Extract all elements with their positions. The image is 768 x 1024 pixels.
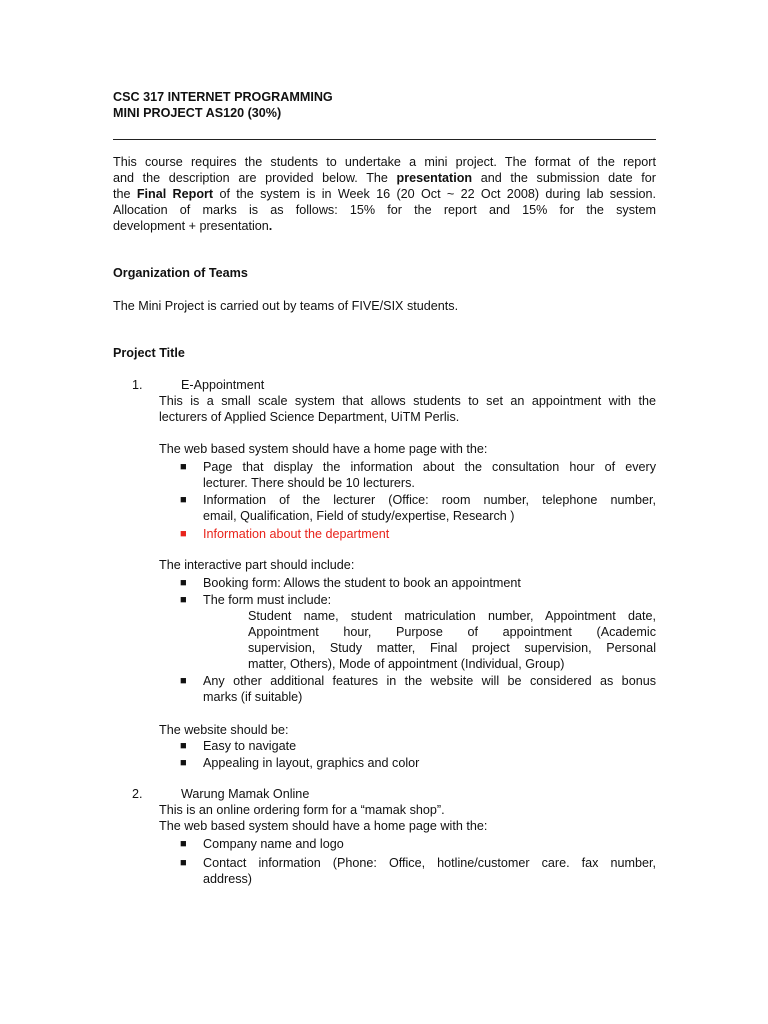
list-item-text: lecturer. There should be 10 lecturers. (203, 475, 415, 490)
square-bullet-icon: ■ (180, 461, 187, 473)
list-item (159, 837, 656, 853)
form-fields-line: supervision, Study matter, Final project supervision, Personal (248, 641, 656, 655)
presentation-keyword: presentation (396, 171, 473, 185)
project-description-line: This is an online ordering form for a “mamak shop”. (159, 803, 445, 817)
final-report-keyword: Final Report (136, 187, 214, 201)
square-bullet-icon: ■ (180, 675, 187, 687)
horizontal-rule (113, 139, 656, 140)
intro-text: development + presentation (113, 219, 269, 233)
square-bullet-icon: ■ (180, 740, 187, 752)
list-item-text: Contact information (Phone: Office, hotline/customer care. fax number, (203, 856, 656, 870)
list-item (159, 576, 656, 592)
intro-text: and the description are provided below. The (113, 171, 397, 185)
list-item-text: The form must include: (203, 593, 332, 607)
list-item (159, 460, 656, 491)
intro-text: and the submission date for (472, 171, 657, 185)
square-bullet-icon: ■ (180, 757, 187, 769)
project-title-line: MINI PROJECT AS120 (30%) (113, 106, 282, 120)
home-page-intro: The web based system should have a home page with the: (159, 442, 488, 456)
list-item-text: Information about the department (203, 527, 390, 541)
project-number: 2. (132, 787, 143, 801)
square-bullet-icon: ■ (180, 528, 187, 540)
intro-period: . (268, 219, 273, 233)
square-bullet-icon: ■ (180, 594, 187, 606)
project-description-line: lecturers of Applied Science Department, UiTM Perlis. (159, 410, 460, 424)
project-number: 1. (132, 378, 143, 392)
list-item-highlight (159, 527, 656, 543)
intro-line-2 (113, 171, 656, 187)
form-fields-line: Student name, student matriculation number, Appointment date, (248, 609, 656, 623)
project-name: Warung Mamak Online (181, 787, 310, 801)
intro-line-5 (113, 219, 656, 235)
list-item (159, 856, 656, 887)
project-title-heading: Project Title (113, 346, 185, 360)
teams-text: The Mini Project is carried out by teams of FIVE/SIX students. (113, 299, 459, 313)
list-item (159, 739, 656, 755)
intro-text: of the system is in Week 16 (20 Oct ~ 22 Oct 2008) during lab session. (213, 187, 656, 201)
intro-line-3 (113, 187, 656, 203)
list-item-text: Any other additional features in the website will be considered as bonus (203, 674, 656, 688)
list-item-text: address) (203, 871, 252, 886)
list-item (159, 756, 656, 772)
square-bullet-icon: ■ (180, 494, 187, 506)
list-item-text: Appealing in layout, graphics and color (203, 756, 420, 770)
square-bullet-icon: ■ (180, 577, 187, 589)
project-description-line: This is a small scale system that allows students to set an appointment with the (159, 394, 656, 408)
list-item-text: Booking form: Allows the student to book an appointment (203, 576, 521, 590)
form-fields-line: matter, Others), Mode of appointment (Individual, Group) (248, 657, 565, 671)
square-bullet-icon: ■ (180, 857, 187, 869)
list-item-text: email, Qualification, Field of study/expertise, Research ) (203, 508, 515, 523)
interactive-intro: The interactive part should include: (159, 558, 355, 572)
list-item-text: Company name and logo (203, 837, 344, 851)
list-item (159, 593, 656, 609)
intro-line-1: This course requires the students to undertake a mini project. The format of the report (113, 155, 656, 169)
intro-line-4: Allocation of marks is as follows: 15% for the report and 15% for the system (113, 203, 656, 217)
home-page-intro: The web based system should have a home page with the: (159, 819, 488, 833)
list-item (159, 493, 656, 524)
square-bullet-icon: ■ (180, 838, 187, 850)
list-item-text: Page that display the information about the consultation hour of every (203, 460, 656, 474)
website-intro: The website should be: (159, 723, 289, 737)
list-item-text: Easy to navigate (203, 739, 297, 753)
form-fields-line: Appointment hour, Purpose of appointment (Academic (248, 625, 656, 639)
project-name: E-Appointment (181, 378, 265, 392)
intro-text: the (113, 187, 137, 201)
teams-heading: Organization of Teams (113, 266, 248, 280)
course-title: CSC 317 INTERNET PROGRAMMING (113, 90, 333, 104)
list-item-text: marks (if suitable) (203, 689, 303, 704)
list-item-text: Information of the lecturer (Office: room number, telephone number, (203, 493, 656, 507)
list-item (159, 674, 656, 705)
